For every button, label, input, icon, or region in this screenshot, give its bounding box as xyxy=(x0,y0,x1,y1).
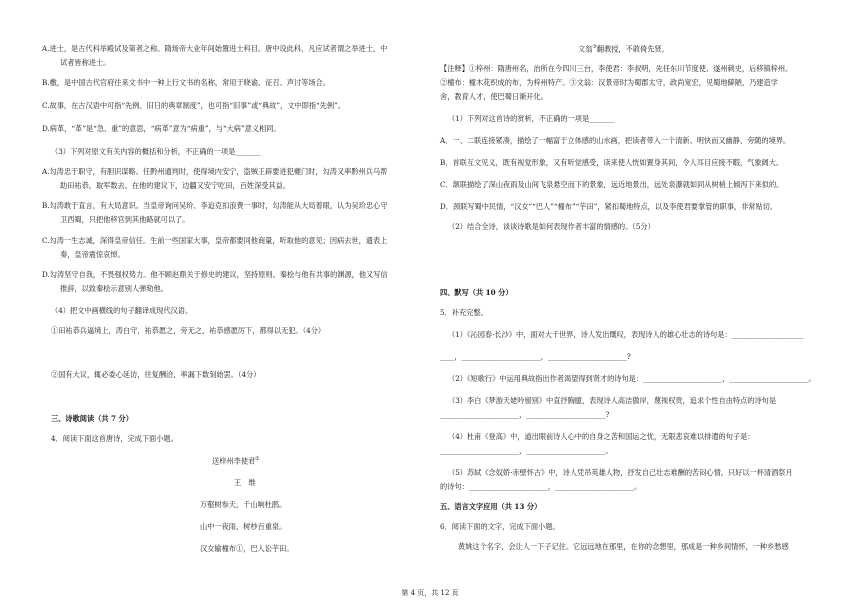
option-a-cont: 试者皆称进士。 xyxy=(60,58,111,67)
q3-option-d-cont: 推辞，以致秦桧示意别人弹劾他。 xyxy=(60,284,168,293)
q2-stem: （2）结合全诗，谈谈诗歌是如何表现作者丰富的情感的。（5分） xyxy=(448,222,655,231)
q3-option-d: D.勾涛坚守自我，不畏强权势力。他不顾赵鼎关于修史的建议，坚持原则。秦桧与他有共事的渊源，他又写信 xyxy=(42,270,388,279)
poem-line-2: 山中一夜雨，树杪百重泉。 xyxy=(200,522,287,531)
section-3-title: 三、诗歌阅读（共 7 分） xyxy=(51,414,133,423)
section-4-title: 四、默写（共 10 分） xyxy=(440,288,513,297)
memorize-1-cont: ____，______________________，______________________? xyxy=(440,352,631,361)
memorize-3-cont: ______________________，______________________? xyxy=(440,410,610,419)
poem-author: 王 维 xyxy=(234,478,256,487)
option-a: A.进士，是古代科举殿试及第者之称。隋炀帝大业年间始置进士科目。唐中设此科，凡应试者谓之举进士，中 xyxy=(42,44,388,53)
q3-option-c-cont: 奏，皇帝震惊哀悼。 xyxy=(60,250,125,259)
notes-line-3: 舍，教育人才，使巴蜀日渐开化。 xyxy=(440,92,548,101)
poem-line-4-note: ③ xyxy=(592,44,597,50)
poem-line-1: 万壑树参天，千山响杜鹃。 xyxy=(200,500,287,509)
memorize-4: （4）杜甫《登高》中，道出眼前诗人心中的自身之苦和国运之忧，无限悲哀难以排遣的句子是： xyxy=(448,432,755,441)
q3-option-b-cont: 卫西蜀，只把他移官到其他路就可以了。 xyxy=(60,215,190,224)
q4-sentence-1: ①田祐恭兵逼境上，涛白守，祐恭愿之，旁无之，祐恭感愿厉下，都得以无犯。（4分） xyxy=(51,326,326,335)
memorize-5: （5）苏轼《念奴娇·赤壁怀古》中，诗人凭吊英雄人物，抒发自己壮志难酬的苦闷心情，只好以一杯清酒祭月 xyxy=(448,468,793,477)
q1-option-a: A．一、二联连接紧凑，描绘了一幅富于立体感的山水画，把读者带入一个清新、明快而又幽静、旁随的境界。 xyxy=(440,136,791,145)
q1-option-d: D．颈联写蜀中民情，“汉女”“巴人”“橦布”“芋田”，紧扣蜀地特点，以及李使君要掌管的职事，非常贴切。 xyxy=(440,202,778,211)
question-6: 6．阅读下面的文字，完成下面小题。 xyxy=(440,522,560,531)
q4-sentence-2: ②国有大议，辄必委心延访，往复酬洽，率漏下数刻始罢。（4分） xyxy=(51,370,261,379)
notes-line-2: ②橦布：橦木花织成的布，为梓州特产。③文翁：汉景帝时为蜀郡太守，政尚宽宏，见蜀地僻陋，乃建造学 xyxy=(440,78,778,87)
memorize-3: （3）李白《梦游天姥吟留别》中直抒胸臆，表现诗人高洁傲岸，蔑视权贵，追求个性自由特点的诗句是 xyxy=(448,396,777,405)
q3-option-b: B.勾涛敢于直言，有大局意识。当皇帝询问吴玠、李迨克扣浪费一事时，勾涛能从大局着眼，认为吴玠忠心守 xyxy=(42,201,388,210)
notes-line-1: 【注释】①梓州：隋唐州名，治所在今四川三台，李使君：李叔明，先任东川节度使、遂州刺史，后移镇梓州。 xyxy=(440,64,793,73)
question-5: 5．补充完整。 xyxy=(440,308,488,317)
option-b: B.檄，是中国古代官府往来文书中一种上行文书的名称，常用于晓谕、征召、声讨等场合。 xyxy=(42,78,330,87)
memorize-5-cont: 的诗句：______________________，______________________。 xyxy=(440,482,642,491)
q1-option-c: C．颔联描绘了深山夜雨及山间飞泉悬空而下的景象，远近地景出，远处泉瀑就如同从树梢上倾泻下来似的。 xyxy=(440,180,784,189)
option-d: D.病革，“革”是“急、重”的意思，“病革”意为“病重”，与“大病”意义相同。 xyxy=(42,124,281,133)
q1-option-b: B．首联互文见义，既有视觉形象，又有听觉感受，读来使人恍如置身其间，令人耳目应接不暇，气象阔大。 xyxy=(440,158,784,167)
option-c: C.故事，在古汉语中可指“先例、旧日的典章制度”，也可指“旧事”或“典故”，文中即指“先例”。 xyxy=(42,101,345,110)
poem-title-note: ① xyxy=(255,456,260,462)
q3-option-a-cont: 助田祐恭，取军数去。在他的建议下，边疆又安宁吃田，百姓深受其益。 xyxy=(60,181,291,190)
question-4: 4．阅读下面这首唐诗，完成下面小题。 xyxy=(51,434,178,443)
q1-stem: （1）下列对这首诗的赏析，不正确的一项是_______ xyxy=(448,114,615,123)
page-footer: 第 4 页，共 12 页 xyxy=(401,589,459,597)
passage-line-1: 黄姚这个名字，会让人一下子记住。它远远地在那里，在你的念想里，那成是一种乡间情怀，一种乡愁感 xyxy=(458,542,789,551)
q3-option-c: C.勾涛一生志诚，深得皇帝信任。生前一些国家大事，皇帝都要同他商量，听取他的意见；因病去世，遗表上 xyxy=(42,236,388,245)
q4-stem: （4）把文中画横线的句子翻译成现代汉语。 xyxy=(51,306,193,315)
poem-title: 送梓州李使君① xyxy=(212,456,260,466)
memorize-2: （2）《短歌行》中运用典故指出作者渴望得到贤才的诗句是：______________________，______________________。 xyxy=(448,374,816,383)
memorize-1: （1）《沁园春·长沙》中，面对大千世界，诗人发出慨叹，表现诗人的雄心壮志的诗句是：____________________ xyxy=(448,330,804,339)
section-5-title: 五、语言文字应用（共 13 分） xyxy=(440,502,542,511)
memorize-4-cont: ______________________，______________________。 xyxy=(440,446,613,455)
q3-stem: （3）下列对原文有关内容的概括和分析，不正确的一项是_______ xyxy=(51,147,261,156)
poem-line-4: 文翁③翻教授，不敢倚先贤。 xyxy=(578,44,669,54)
poem-line-3: 汉女输橦布①，巴人讼芋田。 xyxy=(200,544,294,553)
q3-option-a: A.勾涛忠于职守，有胆识谋略。任黔州通判时，使得境内安宁，盗贼王辟要进犯夔门时，勾涛又率黔州兵马帮 xyxy=(42,167,388,176)
